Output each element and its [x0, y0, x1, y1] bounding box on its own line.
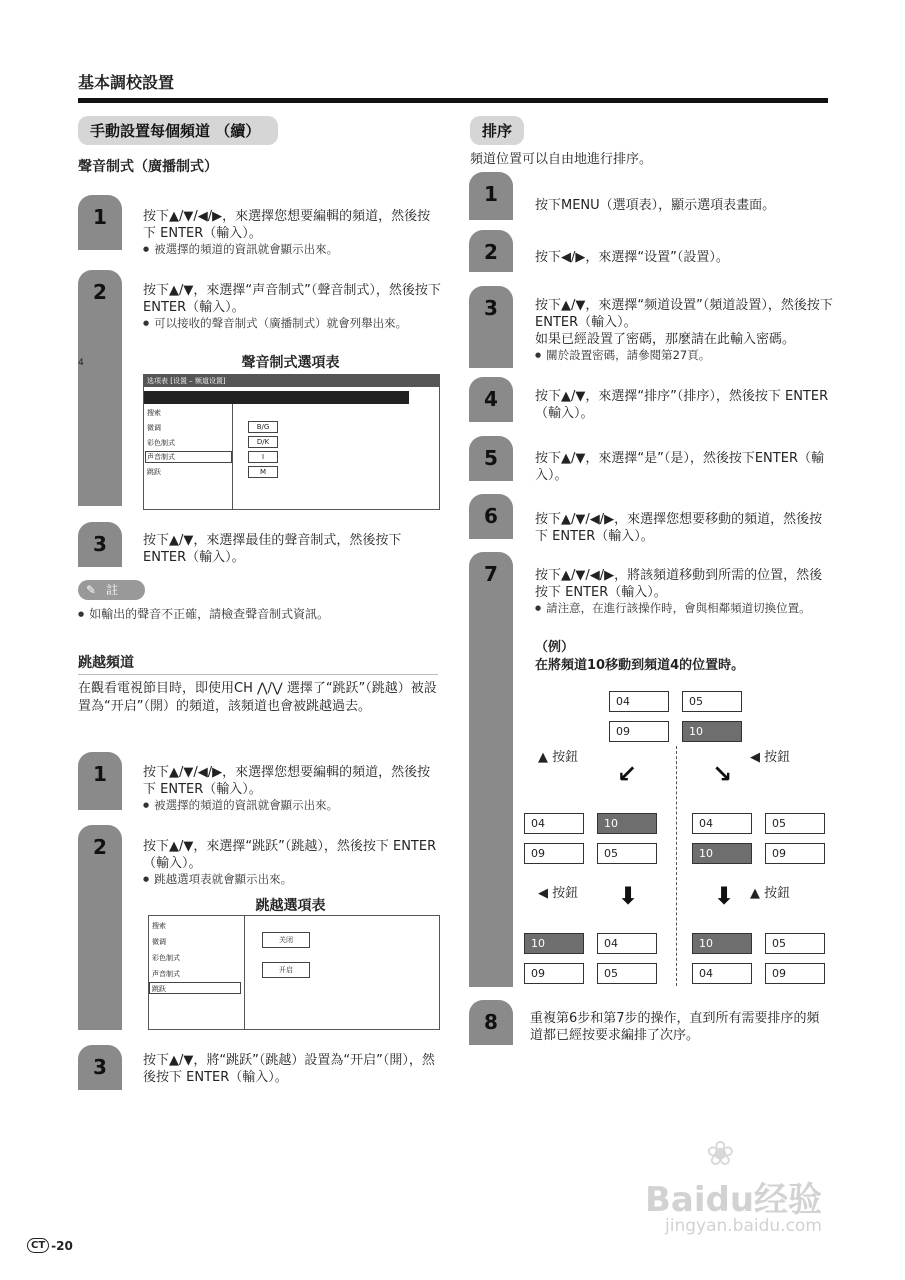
example-left-button-label: ◀ 按鈕: [750, 750, 791, 765]
skip-menu-screenshot: [148, 915, 440, 1030]
skip-channel-title: 跳越頻道: [78, 655, 134, 671]
skip-menu-item-color[interactable]: 彩色制式: [152, 954, 180, 962]
step-1-bullet: ● 被選擇的頻道的資訊就會顯示出來。: [143, 242, 443, 257]
sort-step-3-marker: 3: [469, 286, 513, 368]
sort-step-7-bullet: ● 請注意，在進行該操作時，會與相鄰頻道切換位置。: [535, 601, 835, 616]
diag-arrow-left-icon: ↙: [617, 760, 638, 788]
skip-step-2-instructions: [143, 838, 443, 887]
example-botright-05: 05: [765, 933, 825, 954]
sound-option-i[interactable]: I: [248, 451, 278, 463]
section-pill-manual: 手動設置每個頻道 （續）: [78, 116, 278, 145]
diag-arrow-right-icon: ↘: [712, 760, 733, 788]
page-number: -20: [51, 1238, 73, 1253]
header-rule: [78, 98, 828, 103]
sort-step-3-text2: 如果已經設置了密碼，那麼請在此輸入密碼。: [535, 332, 796, 347]
sort-step-2-marker: 2: [469, 230, 513, 272]
sort-step-7-marker: 7: [469, 552, 513, 987]
example-divider: [676, 746, 677, 986]
example-botleft-05: 05: [597, 963, 657, 984]
sort-step-4-marker: 4: [469, 377, 513, 422]
example-botright-04: 04: [692, 963, 752, 984]
sound-menu-screenshot: [143, 374, 440, 510]
example-caption: 在將頻道10移動到頻道4的位置時。: [535, 658, 745, 673]
sort-step-7-instructions: [535, 567, 835, 616]
sound-menu-item-color[interactable]: 彩色制式: [147, 439, 175, 447]
example-top-09: 09: [609, 721, 669, 742]
example-left-button-label-2: ◀ 按鈕: [538, 886, 579, 901]
watermark-url: jingyan.baidu.com: [665, 1216, 822, 1236]
step-1-instructions: [143, 208, 443, 257]
region-badge: CT: [27, 1238, 49, 1253]
step-2-marker: 2: [78, 270, 122, 506]
skip-menu-item-skip[interactable]: 跳跃: [149, 982, 241, 994]
sound-option-bg[interactable]: B/G: [248, 421, 278, 433]
example-midright-10: 10: [692, 843, 752, 864]
skip-menu-item-sound[interactable]: 声音制式: [152, 970, 180, 978]
skip-table-title: 跳越選項表: [255, 898, 326, 914]
skip-option-on[interactable]: 开启: [262, 962, 310, 978]
sort-step-3-bullet: ● 關於設置密碼，請參閱第27頁。: [535, 348, 835, 363]
example-midright-05: 05: [765, 813, 825, 834]
note-label-text: 註: [106, 583, 119, 597]
step-3-marker: 3: [78, 522, 122, 567]
sound-menu-divider: [232, 404, 233, 509]
example-midright-04: 04: [692, 813, 752, 834]
sort-step-8-text: 重複第6步和第7步的操作，直到所有需要排序的頻道都已經按要求編排了次序。: [530, 1011, 820, 1043]
sort-step-1-text: 按下MENU（選項表），顯示選項表畫面。: [535, 198, 776, 213]
sort-step-7-text: 按下▲/▼/◀/▶，將該頻道移動到所需的位置，然後按下 ENTER（輸入）。: [535, 568, 823, 600]
sort-step-5-marker: 5: [469, 436, 513, 481]
sort-step-6-text: 按下▲/▼/◀/▶，來選擇您想要移動的頻道，然後按下 ENTER（輸入）。: [535, 512, 823, 544]
example-up-button-label: ▲ 按鈕: [538, 750, 579, 765]
note-bullet: ● 如輸出的聲音不正確，請檢查聲音制式資訊。: [78, 607, 438, 622]
example-label: （例）: [535, 640, 575, 655]
sound-menu-bar: 选项表 [设置 – 频道设置]: [144, 375, 439, 387]
skip-step-2-bullet: ● 跳越選項表就會顯示出來。: [143, 872, 443, 887]
watermark-paw-icon: ❀: [706, 1134, 735, 1174]
sort-step-6-marker: 6: [469, 494, 513, 539]
sort-step-3-text: 按下▲/▼，來選擇“频道设置”（頻道設置），然後按下 ENTER（輸入）。: [535, 298, 833, 330]
sort-step-5-text: 按下▲/▼，來選擇“是”（是），然後按下ENTER（輸入）。: [535, 451, 824, 483]
example-botright-10: 10: [692, 933, 752, 954]
example-top-10: 10: [682, 721, 742, 742]
skip-step-1-instructions: [143, 764, 443, 813]
skip-menu-item-search[interactable]: 搜索: [152, 922, 166, 930]
skip-step-1-marker: 1: [78, 752, 122, 810]
skip-step-3-marker: 3: [78, 1045, 122, 1090]
skip-intro: 在觀看電視節目時，即使用CH ⋀/⋁ 選擇了“跳跃”（跳越）被設置為“开启”（開）的頻道，該頻道也會被跳越過去。: [78, 681, 437, 714]
example-top-05: 05: [682, 691, 742, 712]
page-header-title: 基本調校設置: [78, 73, 175, 92]
footer-page-number: [27, 1238, 73, 1253]
down-arrow-left-icon: ⬇: [618, 882, 639, 910]
skip-step-1-text: 按下▲/▼/◀/▶，來選擇您想要編輯的頻道，然後按下 ENTER（輸入）。: [143, 765, 431, 797]
sound-option-m[interactable]: M: [248, 466, 278, 478]
example-botright-09: 09: [765, 963, 825, 984]
section-pill-sort: 排序: [470, 116, 524, 145]
sort-intro: 頻道位置可以自由地進行排序。: [470, 152, 653, 167]
down-arrow-right-icon: ⬇: [714, 882, 735, 910]
skip-rule: [78, 674, 438, 675]
skip-step-2-text: 按下▲/▼，來選擇“跳跃”（跳越），然後按下 ENTER（輸入）。: [143, 839, 437, 871]
sort-step-1-marker: 1: [469, 172, 513, 220]
sound-menu-item-sound[interactable]: 声音制式: [145, 451, 232, 463]
note-label: [78, 580, 145, 600]
note-pencil-icon: ✎: [86, 583, 97, 597]
example-botleft-09: 09: [524, 963, 584, 984]
step-1-marker: 1: [78, 195, 122, 250]
sound-system-subtitle: 聲音制式（廣播制式）: [78, 159, 218, 175]
example-midleft-05: 05: [597, 843, 657, 864]
example-midright-09: 09: [765, 843, 825, 864]
example-midleft-09: 09: [524, 843, 584, 864]
step-2-instructions: [143, 282, 443, 331]
step-2-text: 按下▲/▼，來選擇“声音制式”（聲音制式），然後按下 ENTER（輸入）。: [143, 283, 441, 315]
step-2-bullet: ● 可以接收的聲音制式（廣播制式）就會列舉出來。: [143, 316, 443, 331]
margin-mark: 4: [78, 358, 84, 368]
example-midleft-04: 04: [524, 813, 584, 834]
skip-step-3-text: 按下▲/▼，將“跳跃”（跳越）設置為“开启”（開），然後按下 ENTER（輸入）。: [143, 1053, 435, 1085]
step-3-text: 按下▲/▼，來選擇最佳的聲音制式，然後按下 ENTER（輸入）。: [143, 533, 402, 565]
skip-option-off[interactable]: 关闭: [262, 932, 310, 948]
example-up-button-label-2: ▲ 按鈕: [750, 886, 791, 901]
skip-step-1-bullet: ● 被選擇的頻道的資訊就會顯示出來。: [143, 798, 443, 813]
sound-menu-darkbar: [144, 391, 409, 404]
sound-menu-item-skip[interactable]: 跳跃: [147, 468, 161, 476]
sort-step-3-instructions: [535, 297, 835, 363]
skip-menu-divider: [244, 916, 245, 1029]
sort-step-8-marker: 8: [469, 1000, 513, 1045]
example-botleft-10: 10: [524, 933, 584, 954]
example-botleft-04: 04: [597, 933, 657, 954]
sound-menu-item-finetune[interactable]: 微调: [147, 424, 161, 432]
example-top-04: 04: [609, 691, 669, 712]
example-midleft-10: 10: [597, 813, 657, 834]
skip-menu-item-finetune[interactable]: 微调: [152, 938, 166, 946]
sound-menu-item-search[interactable]: 搜索: [147, 409, 161, 417]
sort-step-2-text: 按下◀/▶，來選擇“设置”（設置）。: [535, 250, 729, 265]
skip-step-2-marker: 2: [78, 825, 122, 1030]
sound-table-title: 聲音制式選項表: [241, 355, 340, 371]
step-1-text: 按下▲/▼/◀/▶，來選擇您想要編輯的頻道，然後按下 ENTER（輸入）。: [143, 209, 431, 241]
watermark-brand: Baidu经验: [645, 1180, 823, 1220]
sound-option-dk[interactable]: D/K: [248, 436, 278, 448]
sort-step-4-text: 按下▲/▼，來選擇“排序”（排序），然後按下 ENTER（輸入）。: [535, 389, 829, 421]
